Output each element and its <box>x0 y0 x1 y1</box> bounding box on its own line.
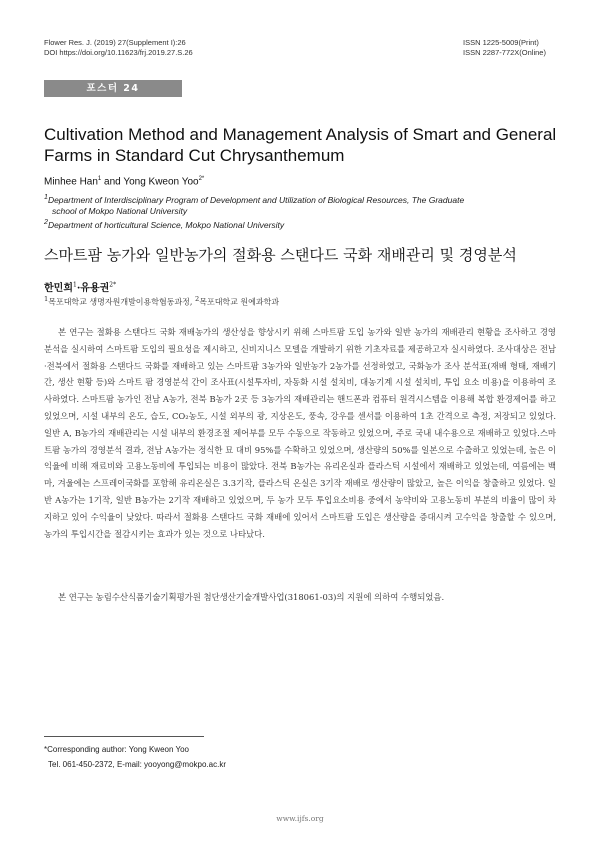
issn-online: ISSN 2287-772X(Online) <box>463 48 546 57</box>
affiliation-mark: 1 <box>44 193 48 201</box>
corresponding-footnote <box>44 742 226 772</box>
issn-print: ISSN 1225-5009(Print) <box>463 38 539 47</box>
journal-citation: Flower Res. J. (2019) 27(Supplement I):26 <box>44 38 186 47</box>
acknowledgement: 본 연구는 농림수산식품기술기획평가원 첨단생산기술개발사업(318061-03)의 지원에 의하여 수행되었음. <box>58 592 445 602</box>
affiliation-text-ko: 목포대학교 원예과학과 <box>199 297 280 307</box>
author-name: Minhee Han <box>44 176 98 188</box>
affiliation-mark: 2 <box>194 295 200 303</box>
author-name: Yong Kweon Yoo <box>123 176 199 188</box>
affiliation-line <box>44 195 464 205</box>
contact-info: Tel. 061-450-2372, E-mail: yooyong@mokpo.ac.kr <box>48 760 226 769</box>
author-separator: · <box>76 283 81 294</box>
issn-block <box>463 38 546 58</box>
author-name-ko: 유용권 <box>80 283 110 294</box>
english-title: Cultivation Method and Management Analysis of Smart and General Farms in Standard Cut Chrysanthemum <box>44 125 557 165</box>
english-authors <box>44 176 204 187</box>
doi-line[interactable]: DOI https://doi.org/10.11623/frj.2019.27.S.26 <box>44 48 193 57</box>
korean-authors <box>44 279 116 294</box>
affiliation-text: Department of Interdisciplinary Program of Development and Utilization of Biological Resources, The Graduate <box>47 194 465 205</box>
korean-affiliations <box>44 295 279 308</box>
footnote-divider <box>44 736 204 737</box>
abstract-body: 본 연구는 절화용 스탠다드 국화 재배농가의 생산성을 향상시키 위해 스마트팜 도입 농가와 일반 농가의 재배관리 현황을 조사하고 경영분석을 실시하여 스마트팜 도입의 필요성을 제시하고, 신비지니스 모델을 개발하기 위한 기초자료를 제공하고자 실시하였다. 조사대상은 전남·전북에서 절화용 스탠다드 국화를 재배하고 있는 스마트팜 3농가와 일반농가 2농가를 선정하였고, 국화농가 조사 분석표(재배 형태, 재배기간, 생산 현황 등)와 스마트 팜 경영분석 간이 조사표(시설투자비, 자동화 시설 설치비, 대농기계 시설 설치비, 투입 요소 비용)을 이용하여 조사하였다. 스마트팜 농가인 전남 A농가, 전북 B농가 2곳 등 3농가의 재배관리는 핸드폰과 컴퓨터 원격시스템을 이용해 복합 환경제어를 하고 있었으며, 시설 내부의 온도, 습도, CO₂농도, 시설 외부의 광, 지상온도, 풍속, 강우를 센서를 이용하여 1초 간격으로 측정, 저장되고 있었다. 일반 A, B농가의 재배관리는 시설 내부의 환경조절 제어부를 모두 수동으로 작동하고 있었으며, 주로 국내 내수용으로 재배하고 있었다.스마트팜 농가의 경영분석 결과, 전남 A농가는 정식한 묘 대비 95%를 수확하고 있었으며, 생산량의 50%를 일본으로 수출하고 있었는데, 높은 이익율에 비해 재료비와 고용노동비에 투입되는 비용이 많았다. 전북 B농가는 유리온실과 플라스틱 시설에서 재배하고 있었는데, 여름에는 백마, 겨울에는 스프레이국화를 포함해 유리온실은 3.3기작, 플라스틱 온실은 3기작 재배로 생산량이 많았고, 높은 이익을 창출하고 있었다. 일반 A농가는 1기작, 일반 B농가는 2기작 재배하고 있었으며, 두 농가 모두 투입요소비용 중에서 농약비와 고용노동비 부분의 비율이 많이 차지하고 있어 수익율이 낮았다. 따라서 절화용 스탠다드 국화 재배에 있어서 스마트팜 도입은 생산량을 증대시켜 고수익을 창출할 수 있으며, 농가의 투입시간을 절감시키는 효과가 있는 것으로 나타났다. <box>44 327 556 539</box>
journal-header <box>44 38 193 58</box>
affiliation-text: Department of horticultural Science, Mokpo National University <box>47 219 285 230</box>
corresponding-author: *Corresponding author: Yong Kweon Yoo <box>44 745 190 754</box>
author-affil-mark: 1 <box>72 281 77 289</box>
author-affil-mark: 2* <box>198 176 205 182</box>
poster-number-tag: 포스터 24 <box>44 80 182 97</box>
english-affiliations <box>44 192 564 231</box>
affiliation-text-ko: 목포대학교 생명자원개발이용학협동과정, <box>48 297 195 307</box>
author-affil-mark: 2* <box>109 281 117 289</box>
affiliation-line-cont: school of Mokpo National University <box>52 205 188 216</box>
author-name-ko: 한민희 <box>44 283 73 294</box>
affiliation-line <box>44 217 285 230</box>
korean-title: 스마트팜 농가와 일반농가의 절화용 스탠다드 국화 재배관리 및 경영분석 <box>44 246 517 264</box>
affiliation-mark: 2 <box>44 217 48 226</box>
author-affil-mark: 1 <box>97 176 102 182</box>
journal-website[interactable]: www.ijfs.org <box>276 814 324 823</box>
author-conjunction: and <box>101 176 124 188</box>
affiliation-mark: 1 <box>44 295 49 303</box>
